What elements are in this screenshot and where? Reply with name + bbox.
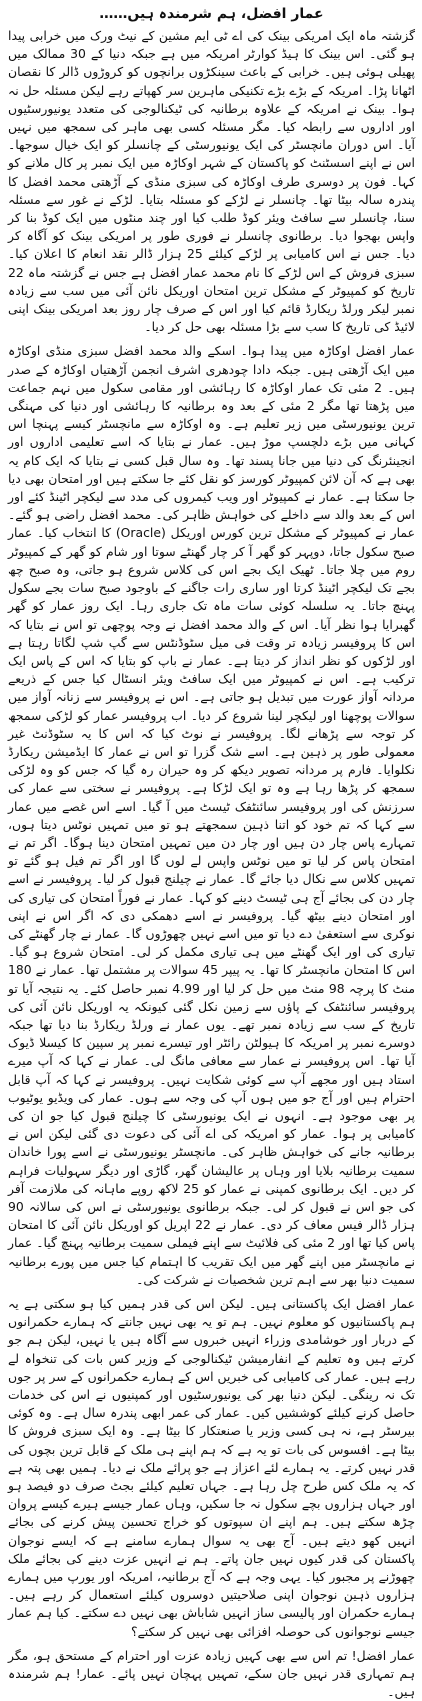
- article-paragraph-1: گزشتہ ماہ ایک امریکی بینک کی اے ٹی ایم مشین کے نیٹ ورک میں خرابی پیدا ہو گئی۔ اس بینک کا ہیڈ کوارٹر امریکہ میں ہے جبکہ دنیا کے 30 ممالک میں پھیلی ہوئی ہیں۔ خرابی کے باعث سینکڑوں برانچوں کو کروڑوں ڈالر کا نقصان اٹھانا پڑا۔ امریکہ کے بڑے بڑے تکنیکی ماہرین سر کھپاتے رہے لیکن مسئلہ حل نہ ہوا۔ بینک نے امریکہ کے علاوہ برطانیہ کی ٹیکنالوجی کی متعدد یونیورسٹیوں اور اداروں سے رابطہ کیا۔ مگر مسئلہ کسی بھی ماہر کی سمجھ میں نہیں آیا۔ اس دوران مانچسٹر کی ایک یونیورسٹی کے چانسلر کو ایک خیال سوجھا۔ اس نے اپنے اسسٹنٹ کو پاکستان کے شہر اوکاڑہ میں ایک نمبر پر کال ملانے کو کہا۔ فون پر دوسری طرف اوکاڑہ کی سبزی منڈی کے آڑھتی محمد افضل کا پندرہ سالہ بیٹا تھا۔ چانسلر نے لڑکے کو مسئلہ بتایا۔ لڑکے نے غور سے مسئلہ سنا، چانسلر سے سافٹ ویئر کوڈ طلب کیا اور چند منٹوں میں ایک کوڈ بنا کر واپس بھجوا دیا۔ برطانوی چانسلر نے فوری طور پر امریکی بینک کو آگاہ کر دیا۔ جس نے اس کامیابی پر لڑکے کیلئے 25 ہزار ڈالر نقد انعام کا اعلان کیا۔ سبزی فروش کے اس لڑکے کا نام محمد عمار افضل ہے جس نے گزشتہ ماہ 22 تاریخ کو کمپیوٹر کے مشکل ترین امتحان اوریکل نائن آئی میں سب سے زیادہ نمبر لیکر ورلڈ ریکارڈ قائم کیا اور اس کے صرف چار روز بعد امریکی بینک اپنی لائیڈ کی تاریخ کا سب سے بڑا مسئلہ بھی حل کر دیا۔: [8, 28, 415, 335]
- article-paragraph-4: عمار افضل! تم اس سے بھی کہیں زیادہ عزت اور احترام کے مستحق ہو، مگر ہم تمہاری قدر نہیں جان سکے، تمہیں پہچان نہیں پائے۔ عمار! ہم شرمندہ ہیں۔: [8, 1647, 415, 1700]
- article-title: عمار افضل، ہم شرمندہ ہیں……: [99, 6, 324, 22]
- article-paragraph-3: عمار افضل ایک پاکستانی ہیں۔ لیکن اس کی قدر ہمیں کیا ہو سکتی ہے یہ ہم پاکستانیوں کو معلوم نہیں۔ ہم تو یہ بھی نہیں جانتے کہ ہمارے حکمرانوں کے دربار اور خوشامدی وزراء انہیں خبروں سے آگاہ ہیں یا نہیں، لیکن ہم جو کرتے ہیں وہ تعلیم کے انفارمیشن ٹیکنالوجی کے وزیر کس بات کی تنخواہ لے رہے ہیں۔ عمار کی کامیابی کی خبریں اس کے ہمارے حکمرانوں کے سر پر جوں تک نہ رینگی۔ لیکن دنیا بھر کی یونیورسٹیوں اور کمپنیوں نے اس کی خدمات حاصل کرنے کیلئے کوششیں کیں۔ عمار کی عمر ابھی پندرہ سال ہے۔ وہ کوئی بیرسٹر ہے، نہ ہی کسی وزیر یا صنعتکار کا بیٹا ہے۔ وہ ایک سبزی فروش کا بیٹا ہے۔ افسوس کی بات تو یہ ہے کہ ہم اپنے ہی ملک کے قابل ترین بچوں کی قدر نہیں کرتے۔ یہ ہمارے لئے اعزاز ہے جو پرائے ملک نے دیا۔ ہمیں بھی پتہ ہے کہ یہ ملک کس طرح چل رہا ہے۔ جہاں تعلیم کیلئے بجٹ صرف دو فیصد ہو اور جہاں ہزاروں بچے سکول نہ جا سکیں، وہاں عمار جیسے ہیرے کیسے پروان چڑھ سکتے ہیں۔ ہم اپنے ان سپوتوں کو خراج تحسین پیش کرنے کی بجائے انہیں کھو دیتے ہیں۔ آج بھی یہ سوال ہمارے سامنے ہے کہ ایسے نوجوان پاکستان کی قدر کیوں نہیں جان پاتے۔ ہم نے انہیں عزت دینے کی بجائے ملک چھوڑنے پر مجبور کیا۔ یہی وجہ ہے کہ آج برطانیہ، امریکہ اور یورپ میں ہمارے ہزاروں ذہین نوجوان اپنی صلاحیتیں دوسروں کیلئے استعمال کر رہے ہیں۔ ہمارے حکمران اور پالیسی ساز انہیں شاباش بھی نہیں دے سکتے۔ کیا ہم عمار جیسے نوجوانوں کی حوصلہ افزائی بھی نہیں کر سکتے؟: [8, 1296, 415, 1639]
- article-paragraph-2: عمار افضل اوکاڑہ میں پیدا ہوا۔ اسکے والد محمد افضل سبزی منڈی اوکاڑہ میں ایک آڑھتی ہیں۔ جبکہ دادا چودھری اشرف انجمن آڑھتیاں اوکاڑہ کے صدر ہیں۔ 2 مئی تک عمار اوکاڑہ کا رہائشی اور مقامی سکول میں نہم جماعت میں پڑھتا تھا مگر 2 مئی کے بعد وہ برطانیہ کا رہائشی اور دنیا کی مہنگی ترین یونیورسٹی میں زیر تعلیم ہے۔ وہ اوکاڑہ سے مانچسٹر کیسے پہنچا اس کہانی میں بڑے دلچسپ موڑ ہیں۔ عمار نے بتایا کہ اسے تعلیمی اداروں اور انجینئرنگ کی دنیا میں جانا پسند تھا۔ وہ سال قبل کسی نے بتایا کہ ایک کام یہ بھی ہے کہ آن لائن کمپیوٹر کورسز کو نقل کئے جا سکتے ہیں اور امتحان بھی دیا جا سکتا ہے۔ عمار نے کمپیوٹر اور ویب کیمروں کی مدد سے لیکچر اٹینڈ کئے اور اس کے بعد والد سے داخلے کی خواہش ظاہر کی۔ محمد افضل راضی ہو گئے۔ عمار نے کمپیوٹر کے مشکل ترین کورس اوریکل (Oracle) کا انتخاب کیا۔ عمار صبح سکول جاتا، دوپہر کو گھر آ کر چار گھنٹے سوتا اور شام کو گھر کے کمپیوٹر روم میں چلا جاتا۔ ٹھیک ایک بجے اس کی کلاس شروع ہو جاتی، وہ صبح چھ بجے تک لیکچر اٹینڈ کرتا اور ساری رات جاگنے کے باوجود صبح سات بجے سکول پہنچ جاتا۔ یہ سلسلہ کوئی سات ماہ تک جاری رہا۔ ایک روز عمار کو گھر گھبرایا ہوا نظر آیا۔ اس کے والد محمد افضل نے وجہ پوچھی تو اس نے بتایا کہ اس کا پروفیسر زیادہ تر وقت فی میل سٹوڈنٹس سے گپ شپ لگاتا رہتا ہے اور لڑکوں کو نظر انداز کر دیتا ہے۔ عمار نے باپ کو بتایا کہ اس کے پاس ایک ترکیب ہے۔ اس نے کمپیوٹر میں ایک سافٹ ویئر انسٹال کیا جس کے ذریعے مردانہ آواز عورت میں تبدیل ہو جاتی ہے۔ اس نے پروفیسر سے زنانہ آواز میں سوالات پوچھنا اور لیکچر لینا شروع کر دیا۔ اب پروفیسر عمار کو لڑکی سمجھ کر توجہ سے پڑھانے لگا۔ پروفیسر نے نوٹ کیا کہ اس کا یہ سٹوڈنٹ غیر معمولی طور پر ذہین ہے۔ اسے شک گزرا تو اس نے عمار کا ایڈمیشن ریکارڈ نکلوایا۔ فارم پر مردانہ تصویر دیکھ کر وہ حیران رہ گیا کہ جس کو وہ لڑکی سمجھ کر پڑھا رہا ہے وہ تو ایک لڑکا ہے۔ پروفیسر نے سختی سے عمار کی سرزنش کی اور پروفیسر سائنٹفک ٹیسٹ میں آ گیا۔ اسے اس غصے میں عمار سے کہا کہ تم خود کو اتنا ذہین سمجھتے ہو تو میں تمہیں نوٹس دیتا ہوں، تمہارے پاس چار دن ہیں اور چار دن میں تمہیں امتحان دینا ہوگا۔ اگر تم نے امتحان پاس کر لیا تو میں نوٹس واپس لے لوں گا اور اگر تم فیل ہو گئے تو تمہیں کلاس سے نکال دیا جائے گا۔ عمار نے چیلنج قبول کر لیا۔ پروفیسر نے اسے چار دن کی بجائے آج ہی ٹیسٹ دینے کو کہا۔ عمار نے فوراً امتحان کی تیاری کی اور امتحان دینے بیٹھ گیا۔ پروفیسر نے اسے دھمکی دی کہ اگر اس نے اپنی نوکری سے استعفیٰ دے دیا تو میں اسے نہیں چھوڑوں گا۔ عمار نے چار گھنٹے کی تیاری کی اور ایک گھنٹے میں ہی تیاری مکمل کر لی۔ امتحان شروع ہو گیا۔ اس کا امتحان مانچسٹر کا تھا۔ یہ پیپر 45 سوالات پر مشتمل تھا۔ عمار نے 180 منٹ کا پرچہ 98 منٹ میں حل کر لیا اور 4.99 نمبر حاصل کئے۔ یہ نتیجہ آیا تو پروفیسر سائنٹفک کے پاؤں سے زمین نکل گئی کیونکہ یہ اوریکل نائن آئی کی تاریخ کے سب سے زیادہ نمبر تھے۔ یوں عمار نے ورلڈ ریکارڈ بنا دیا تھا جبکہ دوسرے نمبر پر امریکہ کا ہیولٹن رائٹر اور تیسرے نمبر پر سپین کا کیسلا ڈیوک آیا تھا۔ اس پروفیسر نے عمار سے معافی مانگ لی۔ عمار نے کہا کہ آپ میرے استاد ہیں اور مجھے آپ سے کوئی شکایت نہیں۔ پروفیسر نے کہا کہ آپ قابل احترام ہیں اور آج جو میں ہوں آپ کی وجہ سے ہوں۔ عمار کی ویڈیو یوٹیوب پر بھی موجود ہے۔ انہوں نے ایک یونیورسٹی کا چیلنج قبول کیا جو ان کی کامیابی پر ہوا۔ عمار کو امریکہ کی اے آئی کی دعوت دی گئی لیکن اس نے برطانیہ جانے کی خواہش ظاہر کی۔ مانچسٹر یونیورسٹی نے اسے پورا خاندان سمیت برطانیہ بلایا اور وہاں پر عالیشان گھر، گاڑی اور دیگر سہولیات فراہم کر دیں۔ ایک برطانوی کمپنی نے عمار کو 25 لاکھ روپے ماہانہ کی ملازمت آفر کی جو اس نے قبول کر لی۔ جبکہ برطانوی یونیورسٹی نے اس کی سالانہ 90 ہزار ڈالر فیس معاف کر دی۔ عمار نے 22 اپریل کو اوریکل نائن آئی کا امتحان پاس کیا تھا اور 2 مئی کی فلائیٹ سے اپنے فیملی سمیت برطانیہ پہنچ گیا۔ عمار نے مانچسٹر میں اپنے گھر میں ایک تقریب کا اہتمام کیا جس میں پورے برطانیہ سمیت دنیا بھر سے اہم ترین شخصیات نے شرکت کی۔: [8, 343, 415, 1287]
